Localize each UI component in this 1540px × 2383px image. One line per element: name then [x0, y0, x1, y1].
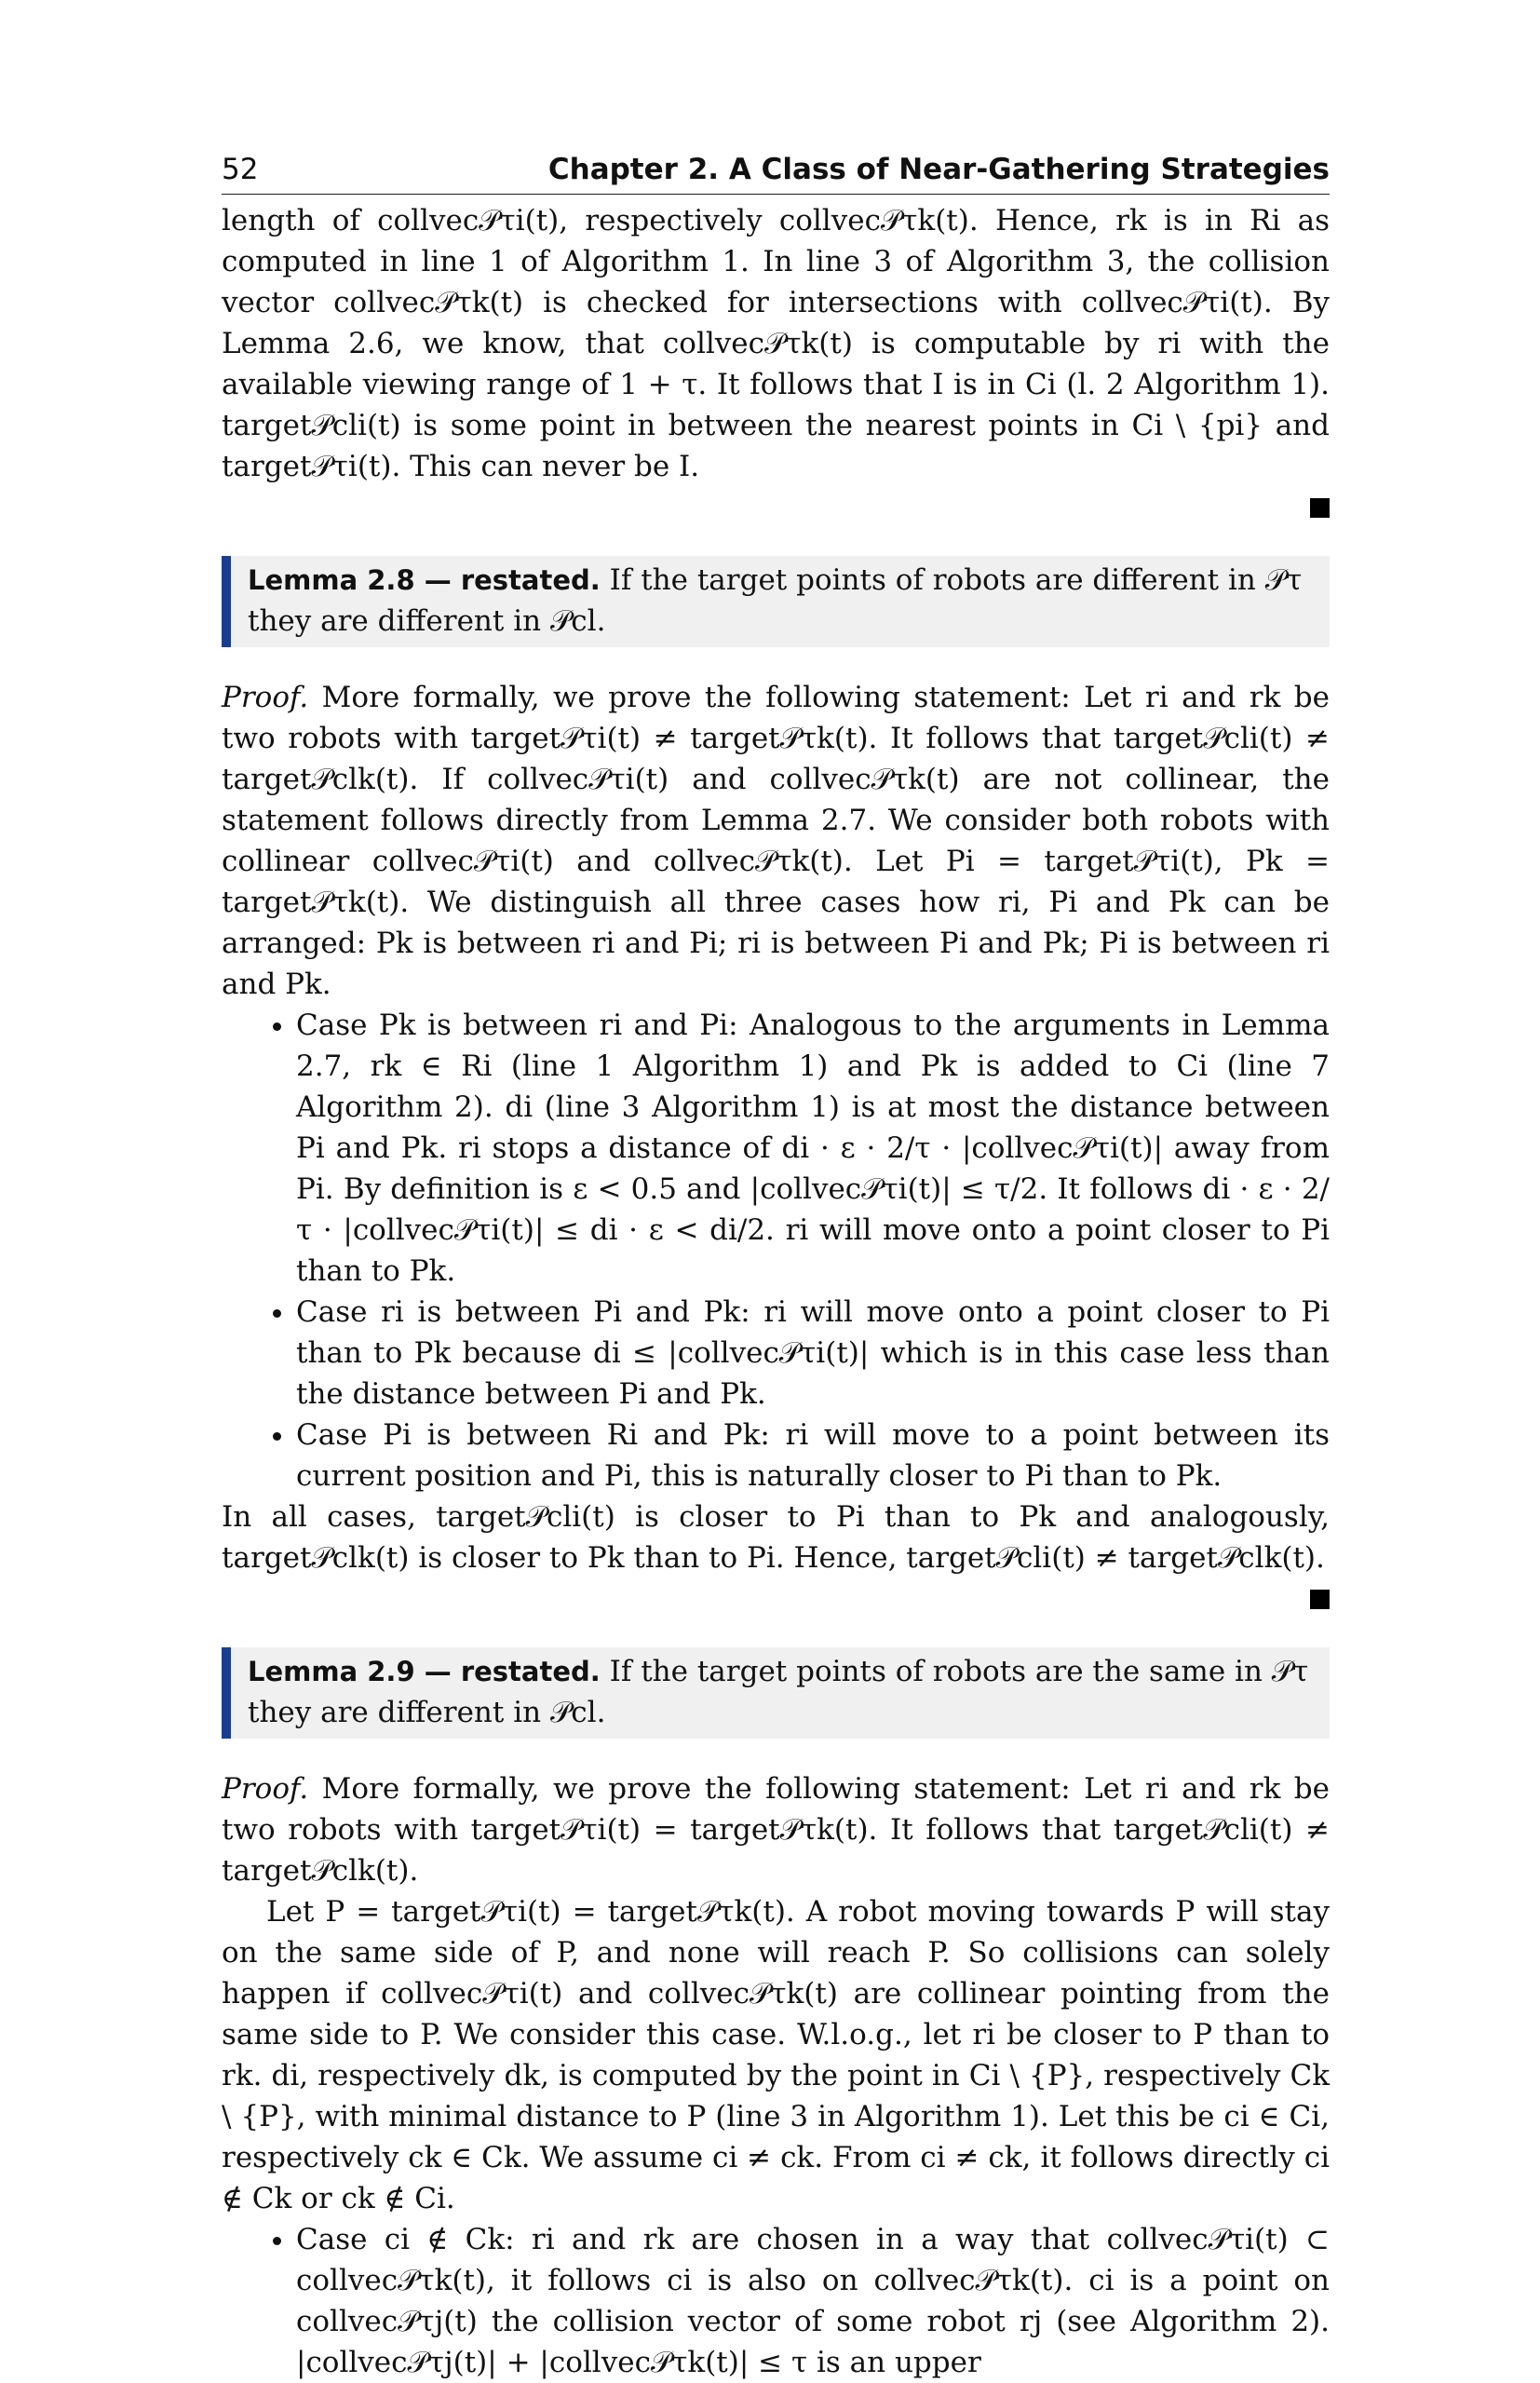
case-item: • Case ri is between Pi and Pk: ri will move onto a point closer to Pi than to Pk because di ≤ |collvec𝒫τi(t)| which is in this case less than the distance between Pi and Pk.	[296, 1292, 1330, 1415]
proof-label: Proof.	[222, 1772, 309, 1806]
chapter-title: Chapter 2. A Class of Near-Gathering Strategies	[547, 153, 1330, 186]
case-item: • Case ci ∉ Ck: ri and rk are chosen in a way that collvec𝒫τi(t) ⊂ collvec𝒫τk(t), it follows ci is also on collvec𝒫τk(t). ci is a point on collvec𝒫τj(t) the collision vector of some robot rj (see Algorithm 2). |collvec𝒫τj(t)| + |collvec𝒫τk(t)| ≤ τ is an upper	[296, 2219, 1330, 2383]
qed-square-icon	[1310, 498, 1330, 518]
proof-2-8-text: More formally, we prove the following statement: Let ri and rk be two robots with target𝒫τi(t) ≠ target𝒫τk(t). It follows that target𝒫cli(t) ≠ target𝒫clk(t). If collvec𝒫τi(t) and collvec𝒫τk(t) are not collinear, the statement follows directly from Lemma 2.7. We consider both robots with collinear collvec𝒫τi(t) and collvec𝒫τk(t). Let Pi = target𝒫τi(t), Pk = target𝒫τk(t). We distinguish all three cases how ri, Pi and Pk can be arranged: Pk is between ri and Pi; ri is between Pi and Pk; Pi is between ri and Pk.	[222, 681, 1330, 1001]
lemma-2-8-box	[222, 556, 1330, 647]
proof-2-8-conclusion: In all cases, target𝒫cli(t) is closer to Pi than to Pk and analogously, target𝒫clk(t) is closer to Pk than to Pi. Hence, target𝒫cli(t) ≠ target𝒫clk(t).	[222, 1500, 1330, 1575]
proof-2-9-paragraph	[222, 1768, 1330, 1891]
proof-2-9-paragraph-2: Let P = target𝒫τi(t) = target𝒫τk(t). A robot moving towards P will stay on the same side of P, and none will reach P. So collisions can solely happen if collvec𝒫τi(t) and collvec𝒫τk(t) are collinear pointing from the same side to P. We consider this case. W.l.o.g., let ri be closer to P than to rk. di, respectively dk, is computed by the point in Ci \ {P}, respectively Ck \ {P}, with minimal distance to P (line 3 in Algorithm 1). Let this be ci ∈ Ci, respectively ck ∈ Ck. We assume ci ≠ ck. From ci ≠ ck, it follows directly ci ∉ Ck or ck ∉ Ci.	[222, 1895, 1330, 2215]
running-header	[222, 149, 1330, 195]
lemma-2-9-statement: If the target points of robots are the same in 𝒫τ they are different in 𝒫cl.	[248, 1655, 1309, 1729]
lemma-2-8-title: Lemma 2.8 — restated.	[248, 564, 601, 596]
page	[222, 149, 1330, 2383]
case-item: • Case Pi is between Ri and Pk: ri will move to a point between its current position and Pi, this is naturally closer to Pi than to Pk.	[296, 1415, 1330, 1496]
proof-2-8-paragraph	[222, 677, 1330, 1005]
proof-label: Proof.	[222, 681, 309, 714]
proof-2-8-cases	[222, 1005, 1330, 1496]
qed-square-icon	[1310, 1590, 1330, 1609]
lemma-2-9-box	[222, 1647, 1330, 1739]
lemma-2-8-statement: If the target points of robots are different in 𝒫τ they are different in 𝒫cl.	[248, 563, 1303, 638]
proof-2-9-text: More formally, we prove the following statement: Let ri and rk be two robots with target𝒫τi(t) = target𝒫τk(t). It follows that target𝒫cli(t) ≠ target𝒫clk(t).	[222, 1772, 1330, 1888]
proof-2-9-cases	[222, 2219, 1330, 2383]
case-item: • Case Pk is between ri and Pi: Analogous to the arguments in Lemma 2.7, rk ∈ Ri (line 1 Algorithm 1) and Pk is added to Ci (line 7 Algorithm 2). di (line 3 Algorithm 1) is at most the distance between Pi and Pk. ri stops a distance of di · ε · 2/τ · |collvec𝒫τi(t)| away from Pi. By definition is ε < 0.5 and |collvec𝒫τi(t)| ≤ τ/2. It follows di · ε · 2/τ · |collvec𝒫τi(t)| ≤ di · ε < di/2. ri will move onto a point closer to Pi than to Pk.	[296, 1005, 1330, 1292]
lemma-2-9-title: Lemma 2.9 — restated.	[248, 1656, 601, 1687]
page-number: 52	[222, 153, 259, 186]
intro-paragraph: length of collvec𝒫τi(t), respectively collvec𝒫τk(t). Hence, rk is in Ri as computed in line 1 of Algorithm 1. In line 3 of Algorithm 3, the collision vector collvec𝒫τk(t) is checked for intersections with collvec𝒫τi(t). By Lemma 2.6, we know, that collvec𝒫τk(t) is computable by ri with the available viewing range of 1 + τ. It follows that I is in Ci (l. 2 Algorithm 1). target𝒫cli(t) is some point in between the nearest points in Ci \ {pi} and target𝒫τi(t). This can never be I.	[222, 204, 1330, 483]
